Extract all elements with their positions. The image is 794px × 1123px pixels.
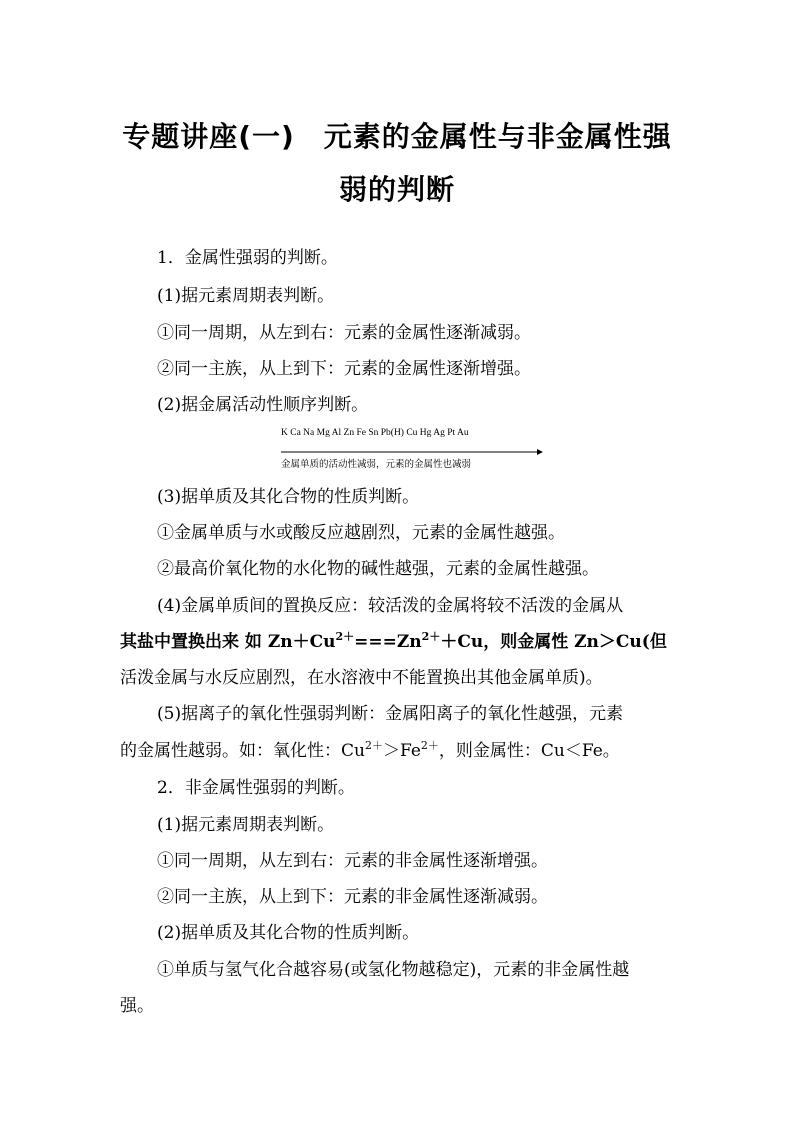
- section-heading-2: 2．非金属性强弱的判断。: [157, 778, 355, 798]
- page-title-line-1: 专题讲座(一) 元素的金属性与非金属性强: [122, 120, 672, 153]
- paragraph: 活泼金属与水反应剧烈，在水溶液中不能置换出其他金属单质)。: [120, 668, 603, 688]
- paragraph: ②同一主族，从上到下：元素的非金属性逐渐减弱。: [157, 887, 548, 907]
- text: ＋Cu，则金属性 Zn＞Cu(但: [440, 632, 667, 652]
- text: ===Zn: [354, 632, 422, 652]
- paragraph: (1)据元素周期表判断。: [157, 286, 335, 306]
- metal-activity-series-diagram: [281, 428, 551, 470]
- paragraph: ②同一主族，从上到下：元素的金属性逐渐增强。: [157, 359, 531, 379]
- section-heading-1: 1．金属性强弱的判断。: [157, 248, 338, 268]
- paragraph: 强。: [120, 996, 154, 1016]
- page-title-line-2: 弱的判断: [338, 173, 455, 206]
- superscript: 2＋: [335, 630, 355, 643]
- superscript: 2＋: [420, 739, 439, 752]
- paragraph: (3)据单质及其化合物的性质判断。: [157, 487, 420, 507]
- text: ＞Fe: [382, 741, 421, 761]
- paragraph: (5)据离子的氧化性强弱判断：金属阳离子的氧化性越强，元素: [157, 704, 624, 724]
- arrow-right-icon: [281, 448, 543, 456]
- paragraph: [120, 630, 680, 654]
- superscript: 2＋: [364, 739, 383, 752]
- metal-series-text: K Ca Na Mg Al Zn Fe Sn Pb(H) Cu Hg Ag Pt Au: [281, 428, 469, 438]
- paragraph: ①金属单质与水或酸反应越剧烈，元素的金属性越强。: [157, 523, 565, 543]
- paragraph: (2)据单质及其化合物的性质判断。: [157, 923, 420, 943]
- text: 其盐中置换出来 如 Zn＋Cu: [120, 632, 336, 652]
- paragraph: [120, 739, 680, 763]
- superscript: 2＋: [421, 630, 441, 643]
- paragraph: ①同一周期，从左到右：元素的非金属性逐渐增强。: [157, 851, 548, 871]
- paragraph: ②最高价氧化物的水化物的碱性越强，元素的金属性越强。: [157, 559, 599, 579]
- paragraph: (1)据元素周期表判断。: [157, 815, 335, 835]
- metal-series-caption: 金属单质的活动性减弱，元素的金属性也减弱: [281, 459, 472, 470]
- text: ，则金属性：Cu＜Fe。: [438, 741, 620, 761]
- paragraph: ①单质与氢气化合越容易(或氢化物越稳定)，元素的非金属性越: [157, 960, 630, 980]
- paragraph: (4)金属单质间的置换反应：较活泼的金属将较不活泼的金属从: [157, 596, 624, 616]
- paragraph: ①同一周期，从左到右：元素的金属性逐渐减弱。: [157, 323, 531, 343]
- paragraph: (2)据金属活动性顺序判断。: [157, 395, 369, 415]
- text: 的金属性越弱。如：氧化性：Cu: [120, 741, 365, 761]
